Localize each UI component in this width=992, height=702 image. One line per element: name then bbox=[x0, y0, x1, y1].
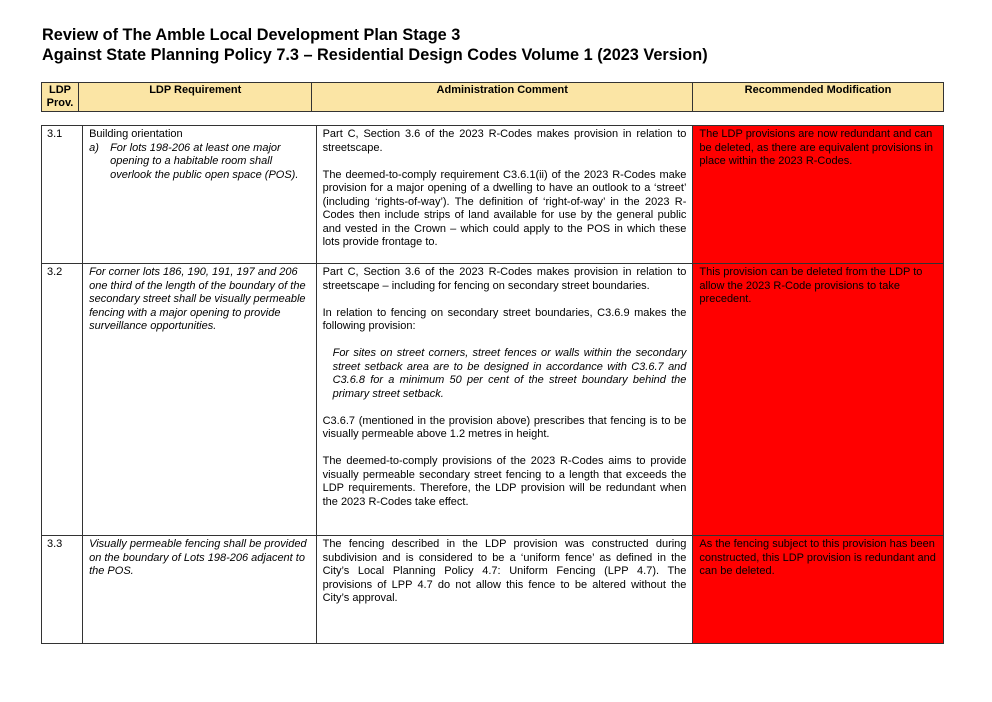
modification-cell bbox=[693, 126, 944, 264]
prov-number: 3.2 bbox=[42, 264, 83, 536]
header-row bbox=[42, 83, 944, 112]
modification-text: As the fencing subject to this provision has been constructed, this LDP provision is redundant and can be deleted. bbox=[699, 538, 936, 577]
comment-cell bbox=[316, 126, 693, 264]
comment-paragraph: The deemed-to-comply requirement C3.6.1(ii) of the 2023 R-Codes make provision for a major opening of a dwelling to have an outlook to a ‘street’ (including ‘rights-of-way’). The definition of ‘right-of-way’ in the 2023 R-Codes then include strips of land available for use by the general public and vested in the Crown – which could apply to the POS in which these lots provide frontage to. bbox=[322, 168, 687, 248]
header-recommended-modification: Recommended Modification bbox=[693, 83, 944, 112]
table-row bbox=[42, 126, 944, 264]
modification-cell bbox=[693, 264, 944, 536]
prov-number: 3.3 bbox=[42, 536, 83, 644]
requirement-letter: a) bbox=[89, 141, 99, 154]
modification-text: This provision can be deleted from the LDP to allow the 2023 R-Code provisions to take precedent. bbox=[699, 266, 923, 305]
header-administration-comment: Administration Comment bbox=[312, 83, 693, 112]
header-ldp-prov bbox=[42, 83, 79, 112]
title-line-2: Against State Planning Policy 7.3 – Residential Design Codes Volume 1 (2023 Version) bbox=[42, 46, 708, 64]
table-row bbox=[42, 264, 944, 536]
comment-cell bbox=[316, 264, 693, 536]
requirement-cell: For corner lots 186, 190, 191, 197 and 206 one third of the length of the boundary of the secondary street shall be visually permeable fencing with a major opening to provide surveillance opportunities. bbox=[83, 264, 317, 536]
requirement-text: For lots 198-206 at least one major opening to a habitable room shall overlook the public open space (POS). bbox=[110, 141, 299, 181]
comment-paragraph: The fencing described in the LDP provision was constructed during subdivision and is considered to be a ‘uniform fence’ as defined in the City’s Local Planning Policy 4.7: Uniform Fencing (LPP 4.7). The provisions of LPP 4.7 do not allow this fence to be altered without the City’s approval. bbox=[322, 538, 687, 604]
comment-paragraph: In relation to fencing on secondary street boundaries, C3.6.9 makes the following provision: bbox=[322, 306, 687, 332]
header-ldp-prov-line1: LDP bbox=[49, 84, 71, 96]
requirement-cell: Visually permeable fencing shall be provided on the boundary of Lots 198-206 adjacent to the POS. bbox=[83, 536, 317, 644]
title-line-1: Review of The Amble Local Development Plan Stage 3 bbox=[42, 26, 461, 44]
comment-paragraph: The deemed-to-comply provisions of the 2023 R-Codes aims to provide visually permeable secondary street fencing to a length that exceeds the LDP requirements. Therefore, the LDP provision will be redundant when the 2023 R-Codes take effect. bbox=[322, 455, 687, 508]
modification-cell bbox=[693, 536, 944, 644]
requirement-subitem bbox=[89, 142, 310, 183]
comment-cell bbox=[316, 536, 693, 644]
review-table bbox=[41, 125, 944, 644]
requirement-cell bbox=[83, 126, 317, 264]
comment-paragraph: Part C, Section 3.6 of the 2023 R-Codes makes provision in relation to streetscape. bbox=[322, 128, 687, 154]
prov-number: 3.1 bbox=[42, 126, 83, 264]
document-title bbox=[42, 25, 962, 65]
requirement-heading: Building orientation bbox=[89, 128, 183, 140]
comment-paragraph: Part C, Section 3.6 of the 2023 R-Codes makes provision in relation to streetscape – including for fencing on secondary street boundaries. bbox=[322, 266, 687, 292]
table-row bbox=[42, 536, 944, 644]
header-ldp-prov-line2: Prov. bbox=[46, 97, 74, 109]
comment-paragraph: C3.6.7 (mentioned in the provision above) prescribes that fencing is to be visually permeable above 1.2 metres in height. bbox=[322, 414, 687, 440]
header-ldp-requirement: LDP Requirement bbox=[79, 83, 312, 112]
comment-quote: For sites on street corners, street fences or walls within the secondary street setback area are to be designed in accordance with C3.6.7 and C3.6.8 for a minimum 50 per cent of the street boundary behind the primary street setback. bbox=[332, 347, 687, 400]
modification-text: The LDP provisions are now redundant and can be deleted, as there are equivalent provisions in place within the 2023 R-Codes. bbox=[699, 128, 934, 167]
header-table bbox=[41, 82, 944, 112]
